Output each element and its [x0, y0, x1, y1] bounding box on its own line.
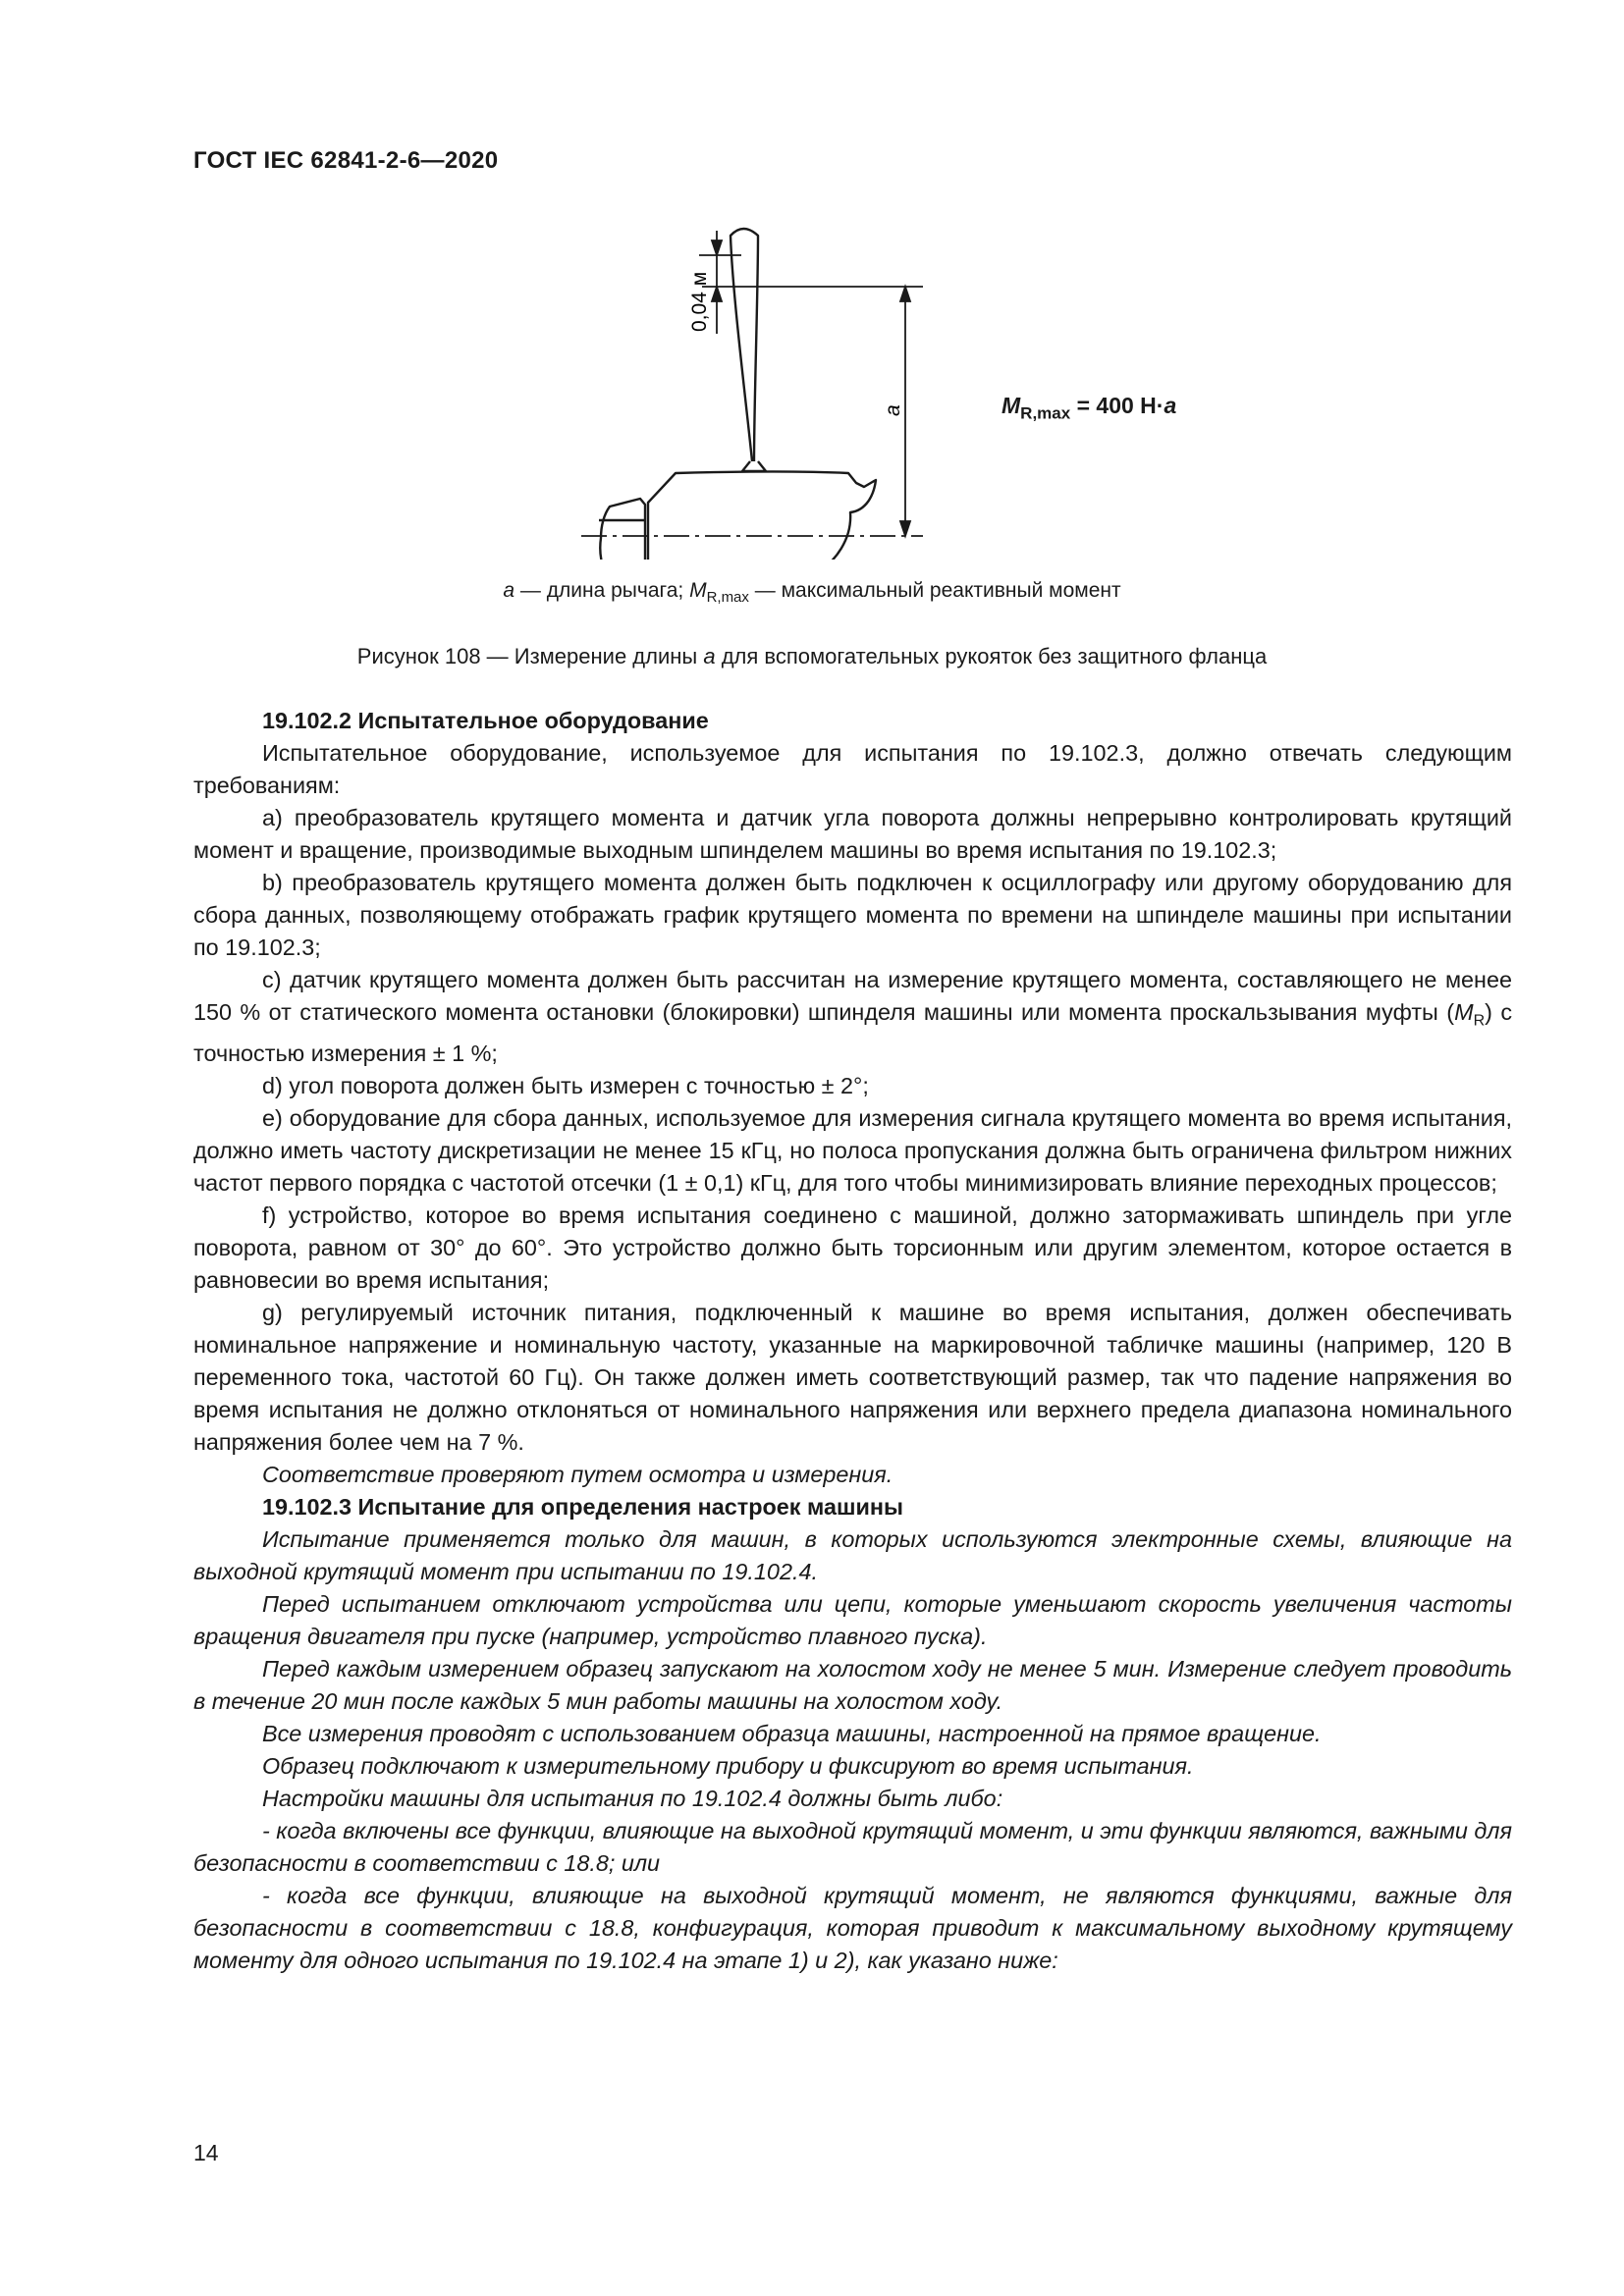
legend-sub: R,max — [706, 589, 749, 607]
formula-a: a — [1164, 393, 1177, 418]
item-c-pre: c) датчик крутящего момента должен быть рассчитан на измерение крутящего момента, составляющего не менее 150 % от статического момента остановки (блокировки) шпинделя машины или момента проскальзывания муфты ( — [193, 967, 1512, 1025]
formula-m: M — [1001, 393, 1021, 418]
list-item-f: f) устройство, которое во время испытания соединено с машиной, должно затормаживать шпиндель при угле поворота, равном от 30° до 60°. Это устройство должно быть торсионным или другим элементом, которое остается в равновесии во время испытания; — [193, 1201, 1512, 1293]
legend-text-2: — максимальный реактивный момент — [748, 579, 1121, 602]
handle-grip — [731, 229, 758, 461]
formula-rest: = 400 Н· — [1070, 393, 1164, 418]
section-heading-19-102-2: 19.102.2 Испытательное оборудование — [262, 708, 709, 733]
dimension-004-label: 0,04 м — [688, 271, 711, 332]
list-item-c — [193, 964, 1512, 1070]
paragraph-s2-1: Испытание применяется только для машин, в которых используются электронные схемы, влияющие на выходной крутящий момент при испытании по 19.102.4. — [193, 1525, 1512, 1584]
paragraph-s2-5: Образец подключают к измерительному прибору и фиксируют во время испытания. — [262, 1752, 1194, 1779]
list-item-a: a) преобразователь крутящего момента и датчик угла поворота должны непрерывно контролировать крутящий момент и вращение, производимые выходным шпинделем машины во время испытания по 19.102.3; — [193, 805, 1512, 863]
list-item-d: d) угол поворота должен быть измерен с точностью ± 2°; — [262, 1072, 869, 1098]
list-item-b: b) преобразователь крутящего момента должен быть подключен к осциллографу или другому оборудованию для сбора данных, позволяющему отображать график крутящего момента по времени на шпинделе машины при испытании по 19.102.3; — [193, 870, 1512, 960]
document-body — [193, 705, 1512, 1977]
figure-caption — [0, 644, 1624, 669]
caption-post: для вспомогательных рукояток без защитного фланца — [715, 644, 1268, 668]
legend-a: a — [503, 579, 515, 602]
section-heading-19-102-3: 19.102.3 Испытание для определения настроек машины — [262, 1493, 903, 1520]
legend-m: M — [689, 579, 707, 602]
standard-header: ГОСТ IEC 62841-2-6—2020 — [193, 147, 499, 174]
paragraph-s2-4: Все измерения проводят с использованием образца машины, настроенной на прямое вращение. — [262, 1720, 1322, 1746]
tool-body — [648, 472, 876, 561]
caption-pre: Рисунок 108 — Измерение длины — [356, 644, 704, 668]
item-c-sub: R — [1473, 1012, 1486, 1030]
item-c-post: ) с точностью измерения ± 1 %; — [193, 999, 1513, 1066]
figure-legend — [0, 579, 1624, 606]
compliance-note: Соответствие проверяют путем осмотра и измерения. — [262, 1461, 893, 1487]
formula-sub: R,max — [1020, 403, 1071, 423]
list-item-g: g) регулируемый источник питания, подключенный к машине во время испытания, должен обеспечивать номинальное напряжение и номинальную частоту, указанные на маркировочной табличке машины (например, 120 В переменного тока, частотой 60 Гц). Он также должен иметь соответствующий размер, так что падение напряжения во время испытания не должно отклоняться от номинального напряжения или верхнего предела диапазона номинального напряжения более чем на 7 %. — [193, 1299, 1512, 1455]
tool-nose — [600, 499, 645, 560]
paragraph-s2-7: - когда включены все функции, влияющие на выходной крутящий момент, и эти функции являются, важными для безопасности в соответствии с 18.8; или — [193, 1817, 1512, 1876]
list-item-e: e) оборудование для сбора данных, используемое для измерения сигнала крутящего момента во время испытания, должно иметь частоту дискретизации не менее 15 кГц, но полоса пропускания должна быть ограничена фильтром нижних частот первого порядка с частотой отсечки (1 ± 0,1) кГц, для того чтобы минимизировать влияние переходных процессов; — [193, 1104, 1512, 1196]
item-c-m: M — [1454, 999, 1474, 1025]
paragraph-intro: Испытательное оборудование, используемое для испытания по 19.102.3, должно отвечать следующим требованиям: — [193, 740, 1512, 798]
paragraph-s2-3: Перед каждым измерением образец запускают на холостом ходу не менее 5 мин. Измерение следует проводить в течение 20 мин после каждых 5 мин работы машины на холостом ходу. — [193, 1655, 1512, 1714]
caption-a: a — [703, 644, 716, 668]
formula-mr-max — [1001, 393, 1176, 424]
paragraph-s2-2: Перед испытанием отключают устройства или цепи, которые уменьшают скорость увеличения частоты вращения двигателя при пуске (например, устройство плавного пуска). — [193, 1590, 1512, 1649]
page-number: 14 — [193, 2140, 219, 2165]
paragraph-s2-8: - когда все функции, влияющие на выходной крутящий момент, не являются функциями, важные для безопасности в соответствии с 18.8, конфигурация, которая приводит к максимальному выходному крутящему моменту для одного испытания по 19.102.4 на этапе 1) и 2), как указано ниже: — [193, 1882, 1512, 1973]
legend-text-1: — длина рычага; — [514, 579, 690, 602]
paragraph-s2-6: Настройки машины для испытания по 19.102.4 должны быть либо: — [262, 1785, 1003, 1811]
dimension-a-label: a — [882, 404, 904, 416]
handle-neck — [742, 461, 766, 471]
